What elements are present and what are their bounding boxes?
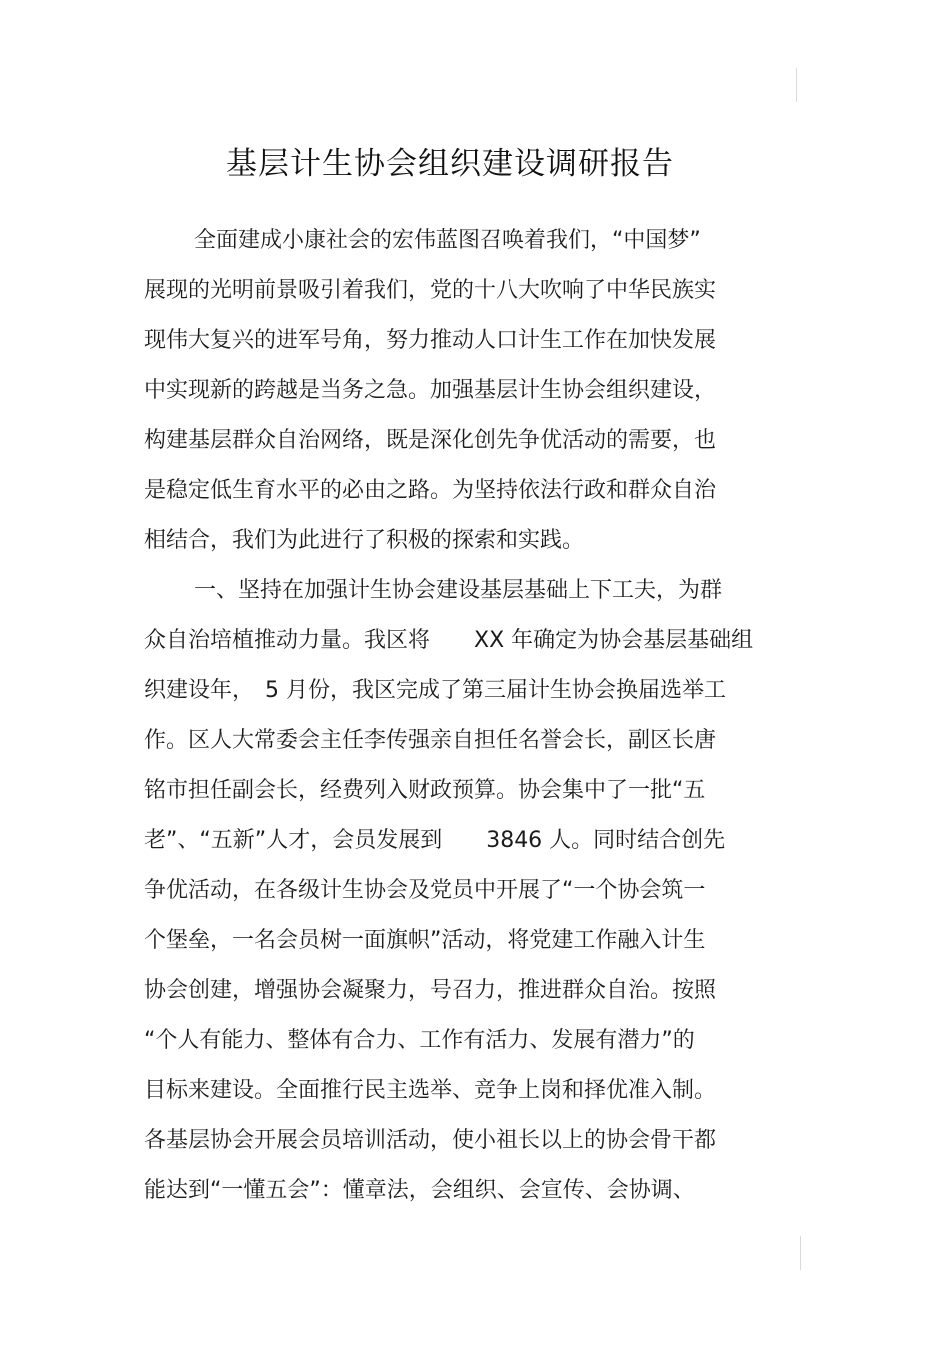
page-edge-mark-top <box>796 68 797 102</box>
paragraph-line: 众自治培植推动力量。我区将 XX 年确定为协会基层基础组 <box>144 628 754 653</box>
paragraph-line: “个人有能力、整体有合力、工作有活力、发展有潜力”的 <box>144 1028 695 1053</box>
paragraph-line: 老”、“五新”人才，会员发展到 3846 人。同时结合创先 <box>144 828 726 853</box>
paragraph-line: 是稳定低生育水平的必由之路。为坚持依法行政和群众自治 <box>144 478 717 503</box>
paragraph-line: 协会创建，增强协会凝聚力，号召力，推进群众自治。按照 <box>144 978 717 1003</box>
paragraph-line: 展现的光明前景吸引着我们，党的十八大吹响了中华民族实 <box>144 278 717 303</box>
document-title: 基层计生协会组织建设调研报告 <box>226 145 674 182</box>
paragraph-line: 目标来建设。全面推行民主选举、竞争上岗和择优准入制。 <box>144 1078 717 1103</box>
paragraph-line: 铭市担任副会长，经费列入财政预算。协会集中了一批“五 <box>144 778 706 803</box>
paragraph-line: 织建设年， 5 月份，我区完成了第三届计生协会换届选举工 <box>144 678 726 703</box>
paragraph-line: 一、坚持在加强计生协会建设基层基础上下工夫，为群 <box>194 578 723 603</box>
paragraph-line: 个堡垒，一名会员树一面旗帜”活动，将党建工作融入计生 <box>144 928 706 953</box>
paragraph-line: 相结合，我们为此进行了积极的探索和实践。 <box>144 528 585 553</box>
paragraph-line: 作。区人大常委会主任李传强亲自担任名誉会长，副区长唐 <box>144 728 717 753</box>
paragraph-line: 各基层协会开展会员培训活动，使小祖长以上的协会骨干都 <box>144 1128 717 1153</box>
paragraph-line: 能达到“一懂五会”：懂章法，会组织、会宣传、会协调、 <box>144 1178 695 1203</box>
paragraph-line: 现伟大复兴的进军号角，努力推动人口计生工作在加快发展 <box>144 328 717 353</box>
paragraph-line: 中实现新的跨越是当务之急。加强基层计生协会组织建设， <box>144 378 717 403</box>
page-edge-mark-bottom <box>800 1236 801 1270</box>
paragraph-line: 争优活动，在各级计生协会及党员中开展了“一个协会筑一 <box>144 878 706 903</box>
paragraph-line: 全面建成小康社会的宏伟蓝图召唤着我们，“中国梦” <box>194 228 701 253</box>
paragraph-line: 构建基层群众自治网络，既是深化创先争优活动的需要，也 <box>144 428 717 453</box>
